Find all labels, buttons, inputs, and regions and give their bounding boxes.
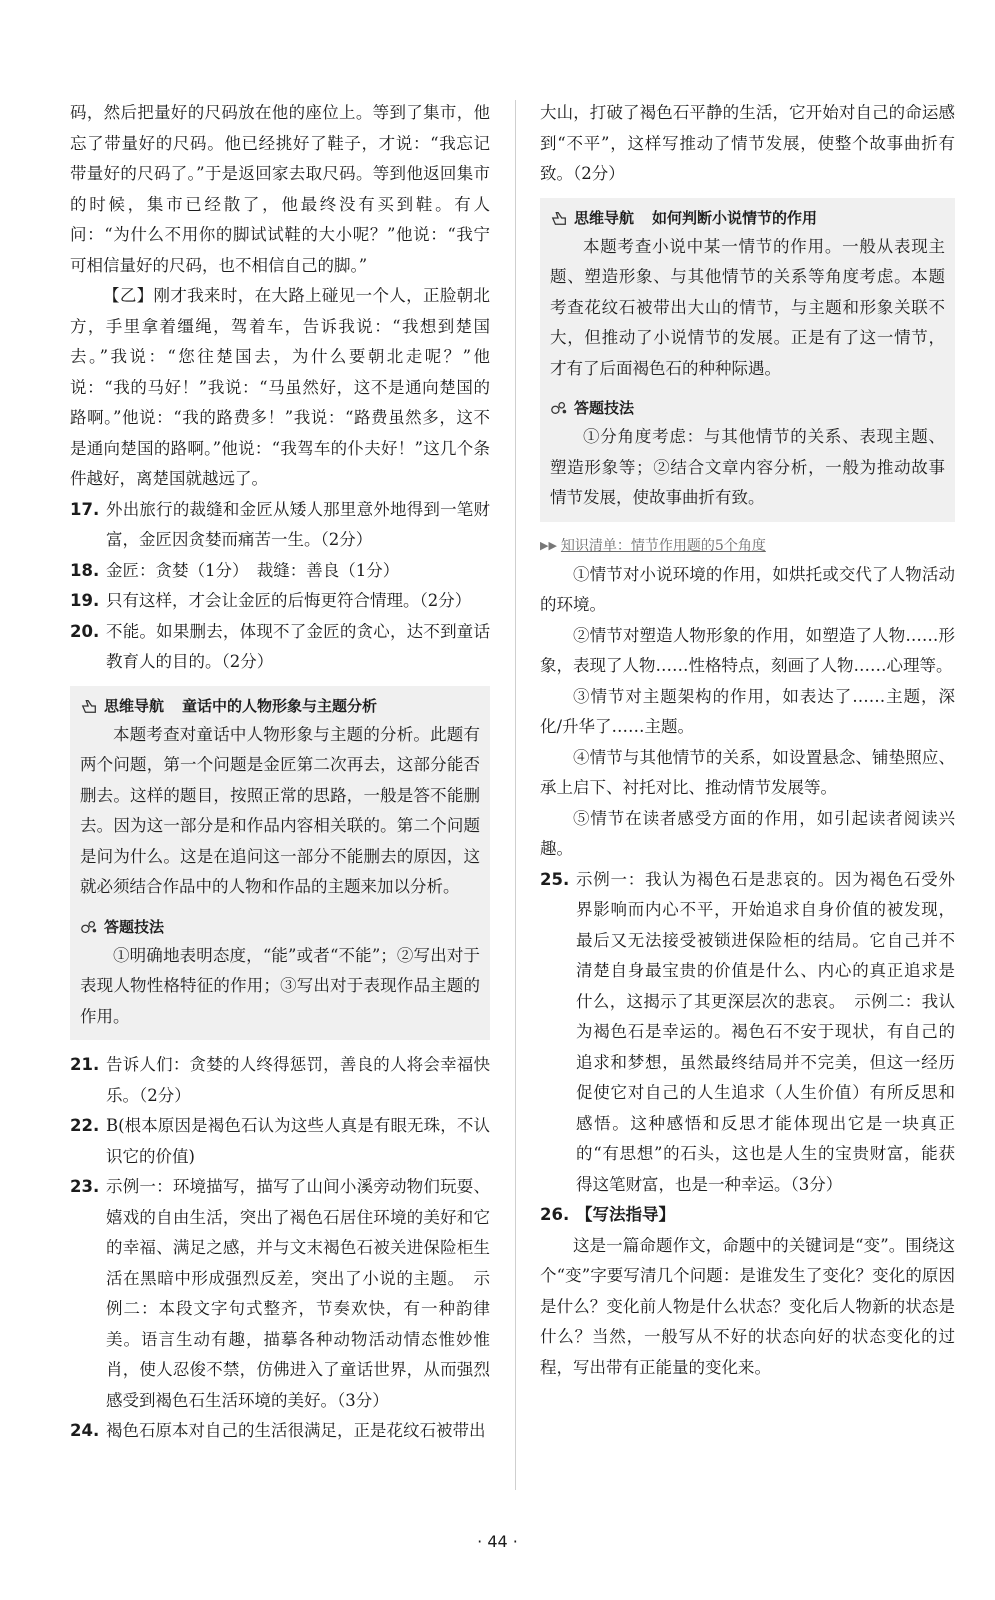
answer-text: 示例一：环境描写，描写了山间小溪旁动物们玩耍、嬉戏的自由生活，突出了褐色石居住环境的美好和它的幸福、满足之感，并与文末褐色石被关进保险柜生活在黑暗中形成强烈反差，突出了小说的主题。 示例二：本段文字句式整齐，节奏欢快，有一种韵律美。语言生动有趣，描摹各种动物活动情态惟妙惟肖，使人忍俊不禁，仿佛进入了童话世界，从而强烈感受到褐色石生活环境的美好。（3分） — [106, 1177, 490, 1410]
question-24 — [70, 1416, 490, 1447]
answer-text: B(根本原因是褐色石认为这些人真是有眼无珠，不认识它的价值) — [106, 1116, 490, 1166]
list-item: ①情节对小说环境的作用，如烘托或交代了人物活动的环境。 — [540, 564, 955, 614]
list-item: ④情节与其他情节的关系，如设置悬念、铺垫照应、承上启下、衬托对比、推动情节发展等。 — [540, 747, 955, 797]
question-19 — [70, 586, 490, 617]
question-26 — [540, 1200, 955, 1231]
column-divider — [515, 100, 516, 1490]
right-column — [540, 98, 955, 1383]
passage-jia-tail: 码，然后把量好的尺码放在他的座位上。等到了集市，他忘了带量好的尺码。他已经挑好了鞋子，才说：“我忘记带量好的尺码了。”于是返回家去取尺码。等到他返回集市的时候，集市已经散了，他最终没有买到鞋。有人问：“为什么不用你的脚试试鞋的大小呢？”他说：“我宁可相信量好的尺码，也不相信自己的脚。” — [70, 103, 490, 275]
writing-guide-heading: 【写法指导】 — [576, 1205, 675, 1224]
box-subtitle: 如何判断小说情节的作用 — [652, 208, 818, 227]
box-title: 思维导航 — [574, 208, 635, 227]
question-number: 26. — [540, 1205, 570, 1224]
answer-text: 外出旅行的裁缝和金匠从矮人那里意外地得到一笔财富，金匠因贪婪而痛苦一生。（2分） — [106, 499, 490, 549]
double-arrow-icon: ▶▶ — [540, 538, 557, 552]
answer-text: 示例一：我认为褐色石是悲哀的。因为褐色石受外界影响而内心不平，开始追求自身价值的被发现，最后又无法接受被锁进保险柜的结局。它自己并不清楚自身最宝贵的价值是什么、内心的真正追求是什么，这揭示了其更深层次的悲哀。 示例二：我认为褐色石是幸运的。褐色石不安于现状，有自己的追求和梦想，虽然最终结局并不完美，但这一经历促使它对自己的人生追求（人生价值）有所反思和感悟。这种感悟和反思才能体现出它是一块真正的“有思想”的石头，这也是人生的宝贵财富，能获得这笔财富，也是一种幸运。（3分） — [576, 869, 955, 1194]
question-22 — [70, 1111, 490, 1172]
bubble-icon — [550, 399, 568, 417]
box-subtitle: 童话中的人物形象与主题分析 — [182, 696, 378, 715]
answer-text: 褐色石原本对自己的生活很满足，正是花纹石被带出 — [106, 1421, 486, 1440]
answer-text: 金匠：贪婪（1分） 裁缝：善良（1分） — [106, 560, 400, 580]
answer-text: 不能。如果删去，体现不了金匠的贪心，达不到童话教育人的目的。（2分） — [106, 621, 490, 671]
box-text: 本题考查对童话中人物形象与主题的分析。此题有两个问题，第一个问题是金匠第二次再去，这部分能否删去。这样的题目，按照正常的思路，一般是答不能删去。因为这一部分是和作品内容相关联的。第二个问题是问为什么。这是在追问这一部分不能删去的原因，这就必须结合作品中的人物和作品的主题来加以分析。 — [80, 724, 480, 896]
question-21 — [70, 1050, 490, 1111]
box-title: 思维导航 — [104, 696, 165, 715]
question-number: 25. — [540, 869, 570, 889]
list-item: ②情节对塑造人物形象的作用，如塑造了人物……形象，表现了人物……性格特点，刻画了人物……心理等。 — [540, 625, 955, 675]
question-17 — [70, 495, 490, 556]
left-column — [70, 98, 490, 1447]
question-number: 18. — [70, 560, 100, 580]
question-23 — [70, 1172, 490, 1416]
question-number: 24. — [70, 1421, 100, 1440]
thinking-guide-box — [540, 198, 955, 522]
box-header — [80, 913, 480, 941]
answer-text: 只有这样，才会让金匠的后悔更符合情理。（2分） — [106, 591, 472, 610]
box-text: ①明确地表明态度，“能”或者“不能”；②写出对于表现人物性格特征的作用；③写出对于表现作品主题的作用。 — [80, 945, 480, 1026]
question-24-continued: 大山，打破了褐色石平静的生活，它开始对自己的命运感到“不平”，这样写推动了情节发展，使整个故事曲折有致。（2分） — [540, 103, 955, 183]
box-header — [80, 692, 480, 720]
question-18 — [70, 556, 490, 587]
question-20 — [70, 617, 490, 678]
question-number: 20. — [70, 621, 100, 641]
page-number: · 44 · — [477, 1532, 518, 1551]
knowledge-list-title: 知识清单：情节作用题的5个角度 — [560, 537, 766, 554]
passage-yi: 【乙】刚才我来时，在大路上碰见一个人，正脸朝北方，手里拿着缰绳，驾着车，告诉我说：“我想到楚国去。”我说：“您往楚国去，为什么要朝北走呢？”他说：“我的马好！”我说：“马虽然好，这不是通向楚国的路啊。”他说：“我的路费多！”我说：“路费虽然多，这不是通向楚国的路啊。”他说：“我驾车的仆夫好！”这几个条件越好，离楚国就越远了。 — [70, 286, 490, 488]
bubble-icon — [80, 918, 98, 936]
thinking-guide-box — [70, 686, 490, 1041]
hand-pointer-icon — [80, 697, 98, 715]
question-25 — [540, 865, 955, 1201]
knowledge-list-header — [540, 532, 955, 560]
box-text: 本题考查小说中某一情节的作用。一般从表现主题、塑造形象、与其他情节的关系等角度考虑。本题考查花纹石被带出大山的情节，与主题和形象关联不大，但推动了小说情节的发展。正是有了这一情节，才有了后面褐色石的种种际遇。 — [550, 236, 945, 378]
question-number: 17. — [70, 499, 100, 519]
question-number: 22. — [70, 1116, 100, 1135]
hand-pointer-icon — [550, 209, 568, 227]
box-title: 答题技法 — [104, 917, 165, 936]
box-text: ①分角度考虑：与其他情节的关系、表现主题、塑造形象等；②结合文章内容分析，一般为推动故事情节发展，使故事曲折有致。 — [550, 427, 945, 507]
question-number: 23. — [70, 1177, 100, 1196]
question-number: 19. — [70, 591, 100, 610]
box-header — [550, 204, 945, 232]
list-item: ③情节对主题架构的作用，如表达了……主题，深化/升华了……主题。 — [540, 686, 955, 736]
answer-text: 告诉人们：贪婪的人终得惩罚，善良的人将会幸福快乐。（2分） — [106, 1055, 490, 1105]
question-number: 21. — [70, 1055, 100, 1074]
box-title: 答题技法 — [574, 399, 635, 417]
list-item: ⑤情节在读者感受方面的作用，如引起读者阅读兴趣。 — [540, 808, 955, 858]
writing-guide-text: 这是一篇命题作文，命题中的关键词是“变”。围绕这个“变”字要写清几个问题：是谁发生了变化？变化的原因是什么？变化前人物是什么状态？变化后人物新的状态是什么？当然，一般写从不好的状态向好的状态变化的过程，写出带有正能量的变化来。 — [540, 1235, 955, 1377]
box-header — [550, 394, 945, 422]
